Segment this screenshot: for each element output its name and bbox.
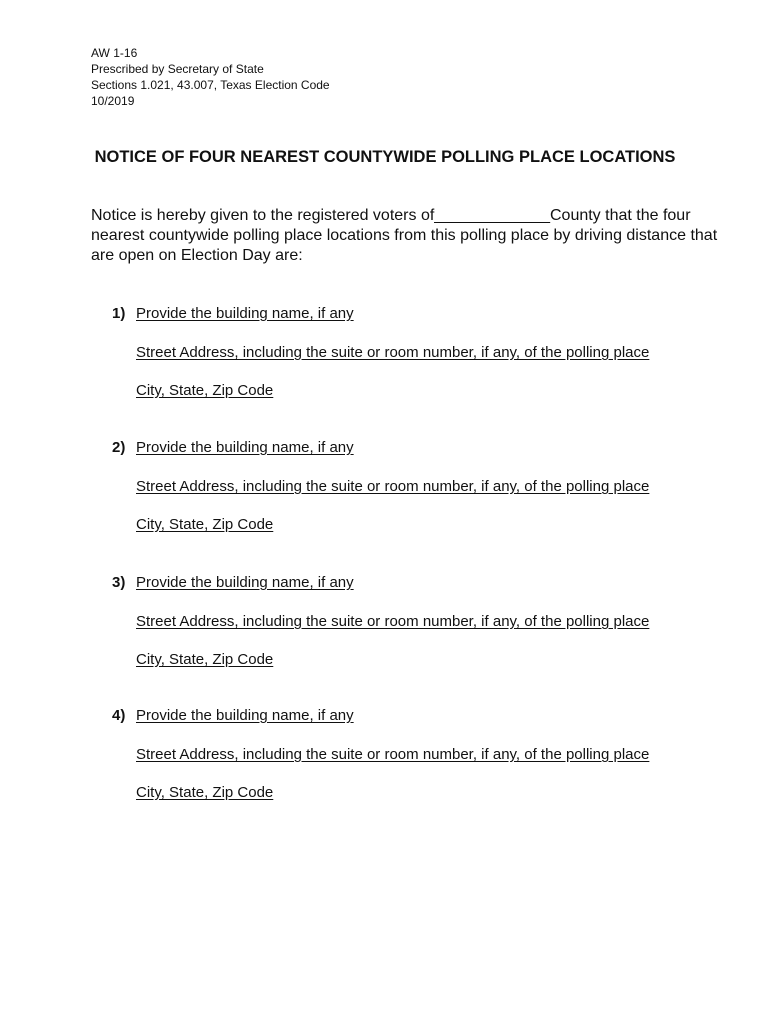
location-number: 3) [112, 574, 126, 591]
page-title: NOTICE OF FOUR NEAREST COUNTYWIDE POLLING PLACE LOCATIONS [94, 148, 676, 166]
city-state-zip-field[interactable]: City, State, Zip Code [136, 784, 274, 801]
form-number: AW 1-16 [91, 46, 138, 60]
street-address-field[interactable]: Street Address, including the suite or room number, if any, of the polling place [136, 344, 650, 361]
building-name-field[interactable]: Provide the building name, if any [136, 707, 354, 724]
street-address-field[interactable]: Street Address, including the suite or room number, if any, of the polling place [136, 478, 650, 495]
location-number: 2) [112, 439, 126, 456]
street-address-field[interactable]: Street Address, including the suite or room number, if any, of the polling place [136, 746, 650, 763]
form-header [91, 45, 330, 109]
street-address-field[interactable]: Street Address, including the suite or room number, if any, of the polling place [136, 613, 650, 630]
notice-line-3: are open on Election Day are: [91, 247, 303, 264]
notice-text-start: Notice is hereby given to the registered voters of [91, 207, 435, 224]
notice-paragraph [91, 206, 718, 266]
location-number: 1) [112, 305, 126, 322]
form-date: 10/2019 [91, 94, 135, 108]
notice-line-2: nearest countywide polling place locations from this polling place by driving distance that [91, 227, 718, 244]
notice-line-1 [91, 206, 691, 226]
prescribed-by: Prescribed by Secretary of State [91, 62, 264, 76]
code-sections: Sections 1.021, 43.007, Texas Election Code [91, 78, 330, 92]
notice-text-county: County that the four [549, 207, 691, 224]
building-name-field[interactable]: Provide the building name, if any [136, 305, 354, 322]
building-name-field[interactable]: Provide the building name, if any [136, 574, 354, 591]
city-state-zip-field[interactable]: City, State, Zip Code [136, 651, 274, 668]
building-name-field[interactable]: Provide the building name, if any [136, 439, 354, 456]
location-number: 4) [112, 707, 126, 724]
city-state-zip-field[interactable]: City, State, Zip Code [136, 382, 274, 399]
city-state-zip-field[interactable]: City, State, Zip Code [136, 516, 274, 533]
county-blank-field[interactable]: _____________ [434, 207, 550, 224]
